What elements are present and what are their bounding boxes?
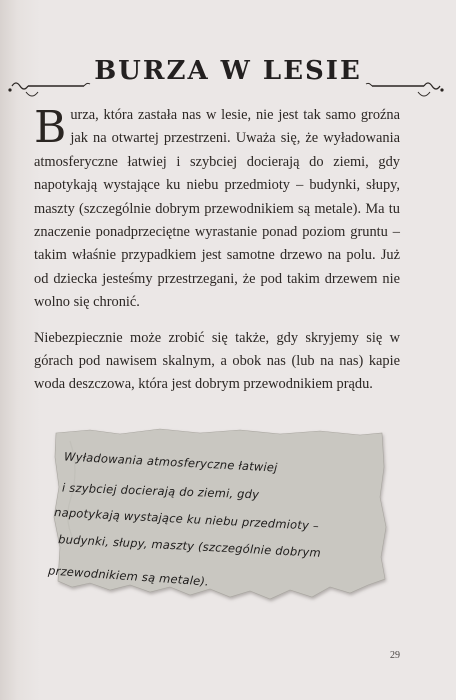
- note-line-3: napotykają wystające ku niebu przedmioty –: [53, 505, 320, 533]
- paragraph-1-text: urza, która zastała nas w lesie, nie jest tak samo groźna jak na otwartej przestrzeni. Uważa się, że wyładowania atmosferyczne łatwiej i szybciej docierają do ziemi, gdy napotykają wystające ku niebu przedmioty – budynki, słupy, maszty (szczególnie dobrym przewodnikiem są metale). Ma tu znaczenie ponadprzeciętne wyrastanie ponad poziom gruntu – takim właśnie przypadkiem jest samotne drzewo na polu. Już od dziecka jesteśmy przestrzegani, że pod takim drzewem nie wolno się chronić.: [34, 107, 400, 311]
- note-line-4: budynki, słupy, maszty (szczególnie dobrym: [57, 532, 322, 560]
- page-number: 29: [390, 650, 400, 661]
- paragraph-1: [34, 104, 400, 315]
- handwritten-note: [47, 427, 390, 609]
- note-line-5: przewodnikiem są metale).: [47, 563, 210, 589]
- chapter-header: [0, 48, 456, 108]
- chapter-title: BURZA W LESIE: [94, 56, 362, 86]
- paragraph-2: Niebezpiecznie może zrobić się także, gdy skryjemy się w górach pod nawisem skalnym, a obok nas (lub na nas) kapie woda deszczowa, która jest dobrym przewodnikiem prądu.: [34, 329, 400, 393]
- body-text: [34, 104, 400, 409]
- note-line-1: Wyładowania atmosferyczne łatwiej: [63, 449, 278, 475]
- note-line-2: i szybciej docierają do ziemi, gdy: [61, 480, 260, 502]
- drop-cap: B: [34, 102, 67, 153]
